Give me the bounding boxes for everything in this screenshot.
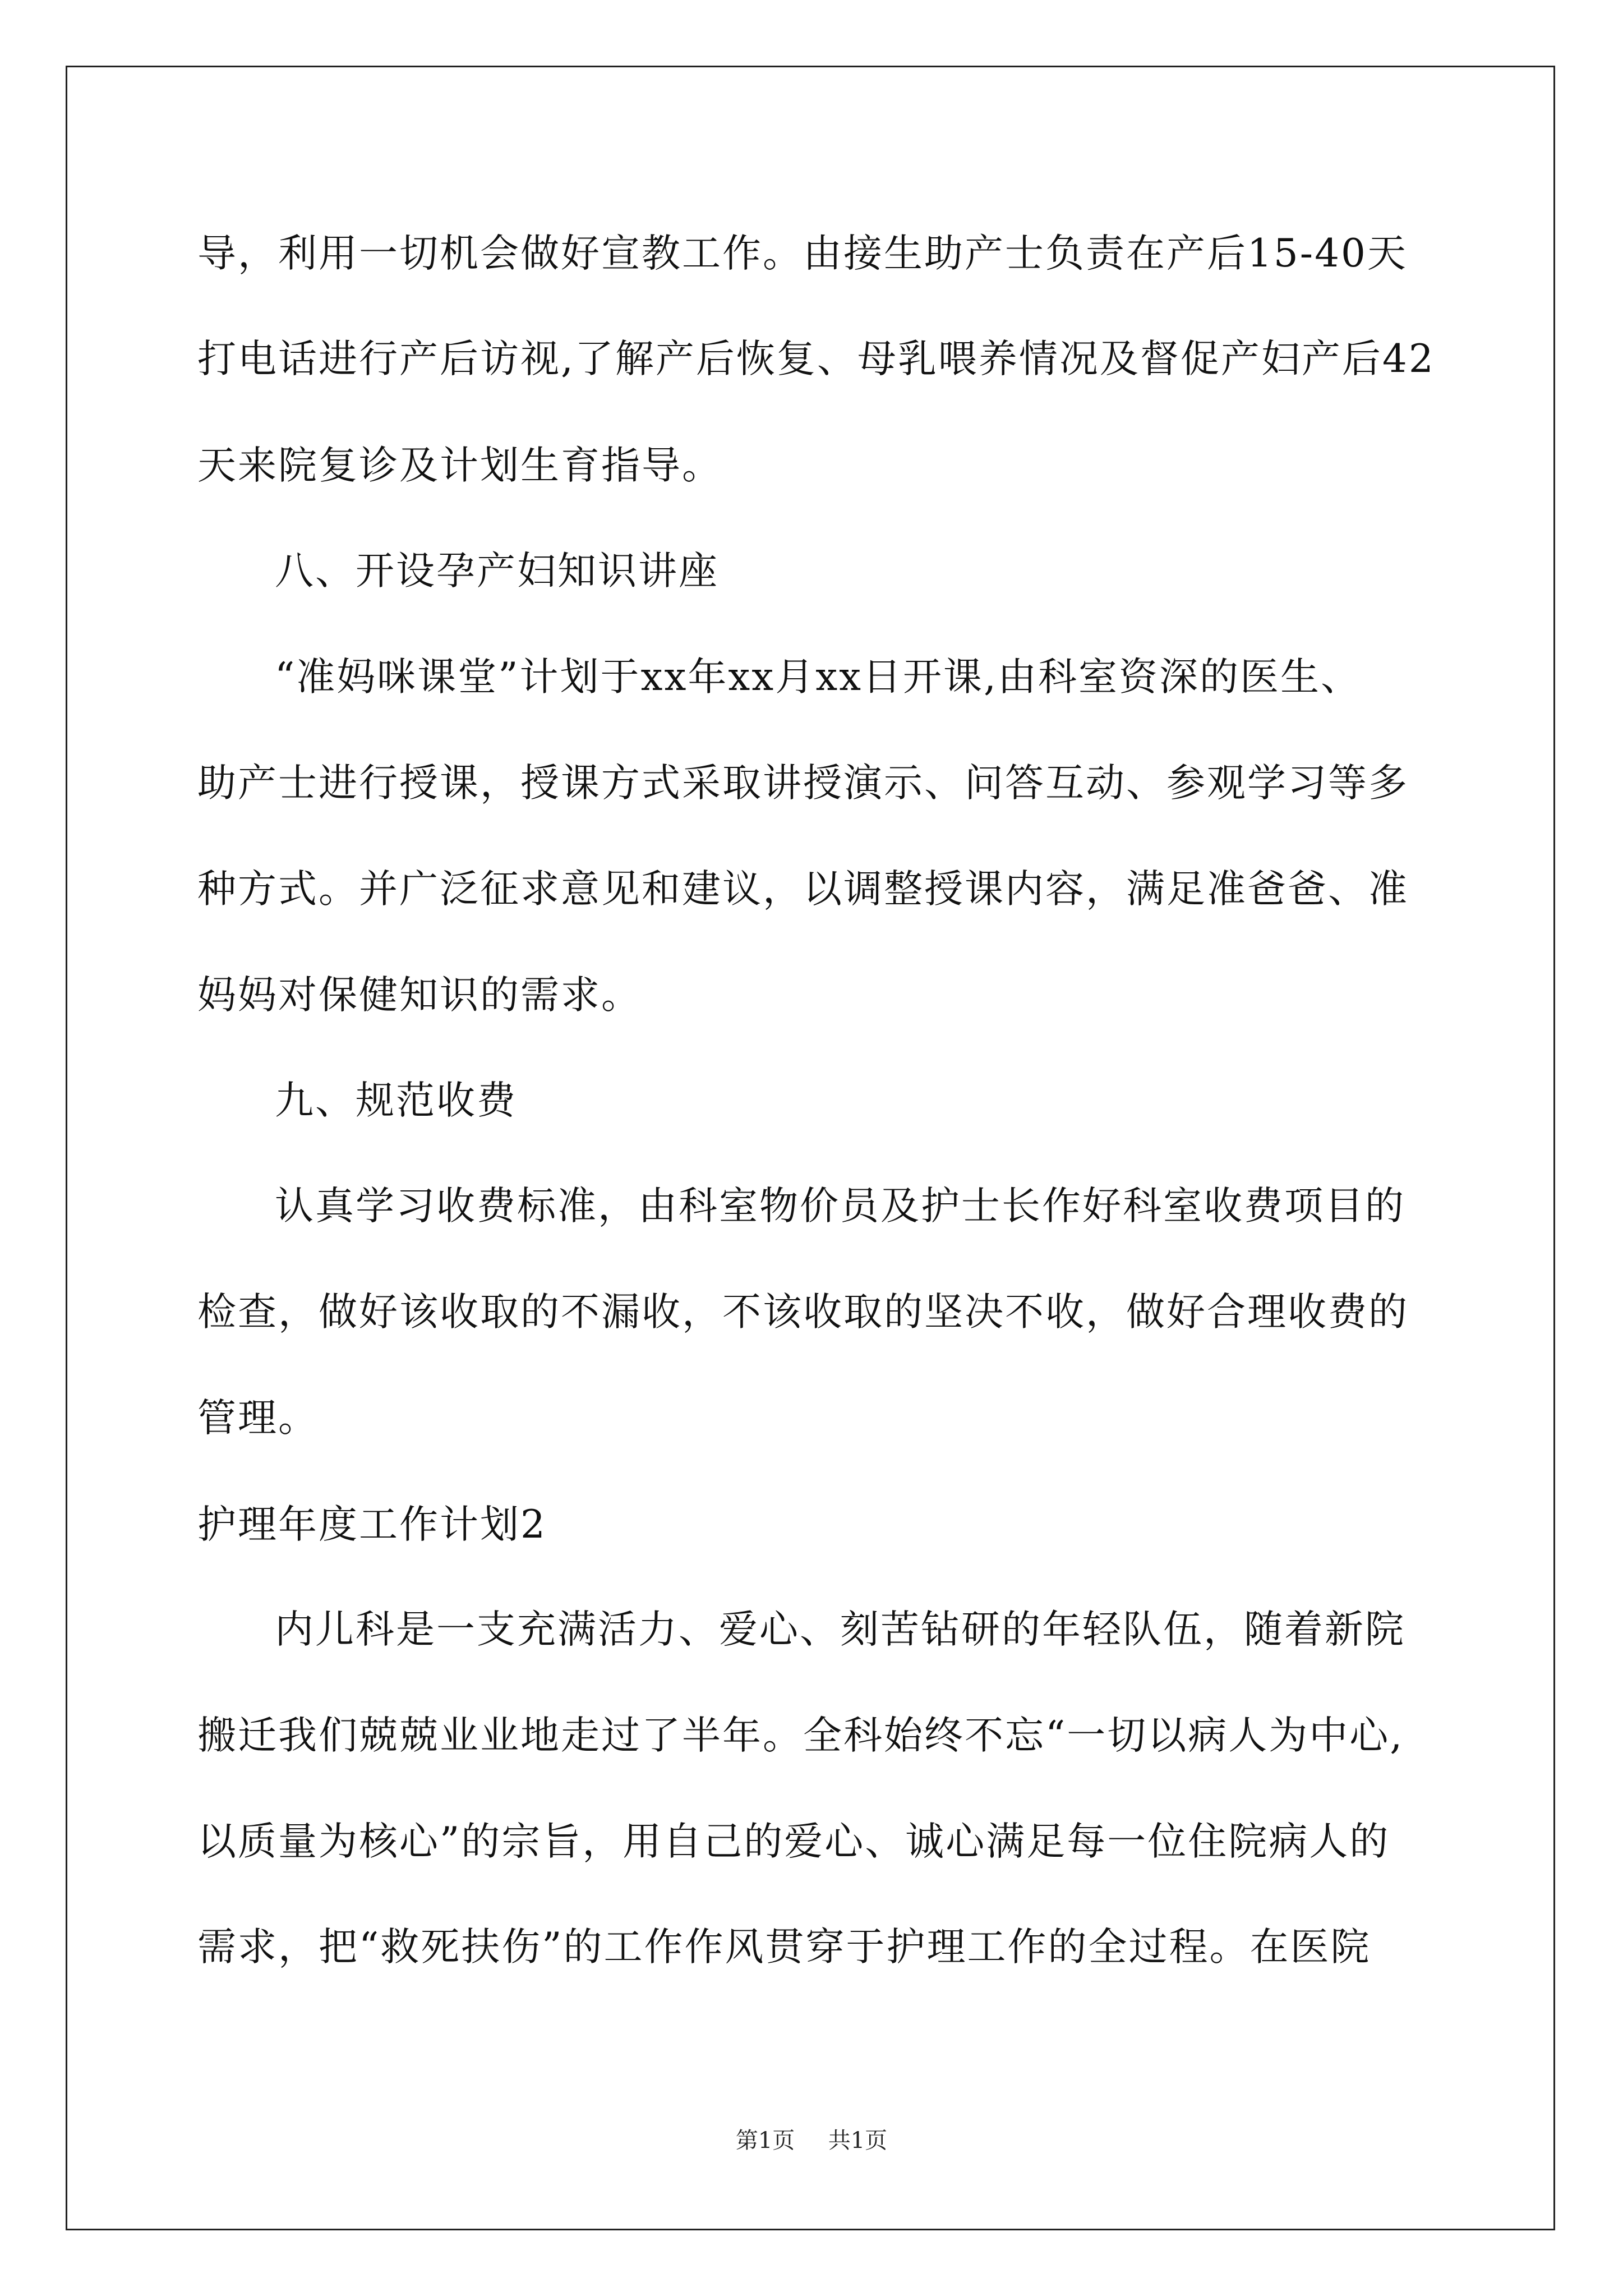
body-line-12: 管理。 <box>197 1396 319 1441</box>
body-line-6: 助产士进行授课，授课方式采取讲授演示、问答互动、参观学习等多 <box>197 761 1409 806</box>
page-footer <box>0 2129 1623 2152</box>
body-line-14: 内儿科是一支充满活力、爱心、刻苦钻研的年轻队伍，随着新院 <box>275 1607 1405 1652</box>
body-line-1: 导，利用一切机会做好宣教工作。由接生助产士负责在产后15-40天 <box>197 231 1408 276</box>
body-line-2: 打电话进行产后访视,了解产后恢复、母乳喂养情况及督促产妇产后42 <box>197 337 1435 381</box>
body-line-5: “准妈咪课堂”计划于xx年xx月xx日开课,由科室资深的医生、 <box>275 655 1361 700</box>
body-line-8: 妈妈对保健知识的需求。 <box>197 973 642 1018</box>
page-number-current: 第1页 <box>735 2128 795 2154</box>
body-line-10: 认真学习收费标准，由科室物价员及护士长作好科室收费项目的 <box>275 1184 1405 1228</box>
section-heading-9: 九、规范收费 <box>275 1078 517 1123</box>
body-line-7: 种方式。并广泛征求意见和建议，以调整授课内容，满足准爸爸、准 <box>197 867 1409 912</box>
body-line-16: 以质量为核心”的宗旨，用自己的爱心、诚心满足每一位住院病人的 <box>197 1819 1390 1864</box>
body-line-15: 搬迁我们兢兢业业地走过了半年。全科始终不忘“一切以病人为中心, <box>197 1713 1404 1758</box>
body-line-3: 天来院复诊及计划生育指导。 <box>197 443 722 488</box>
page-number-total: 共1页 <box>828 2128 888 2154</box>
body-line-17: 需求，把“救死扶伤”的工作作风贯穿于护理工作的全过程。在医院 <box>197 1925 1371 1970</box>
section-heading-8: 八、开设孕产妇知识讲座 <box>275 549 719 593</box>
section-title-plan-2: 护理年度工作计划2 <box>197 1502 547 1547</box>
body-line-11: 检查，做好该收取的不漏收，不该收取的坚决不收，做好合理收费的 <box>197 1290 1409 1335</box>
page-border <box>66 66 1555 2230</box>
